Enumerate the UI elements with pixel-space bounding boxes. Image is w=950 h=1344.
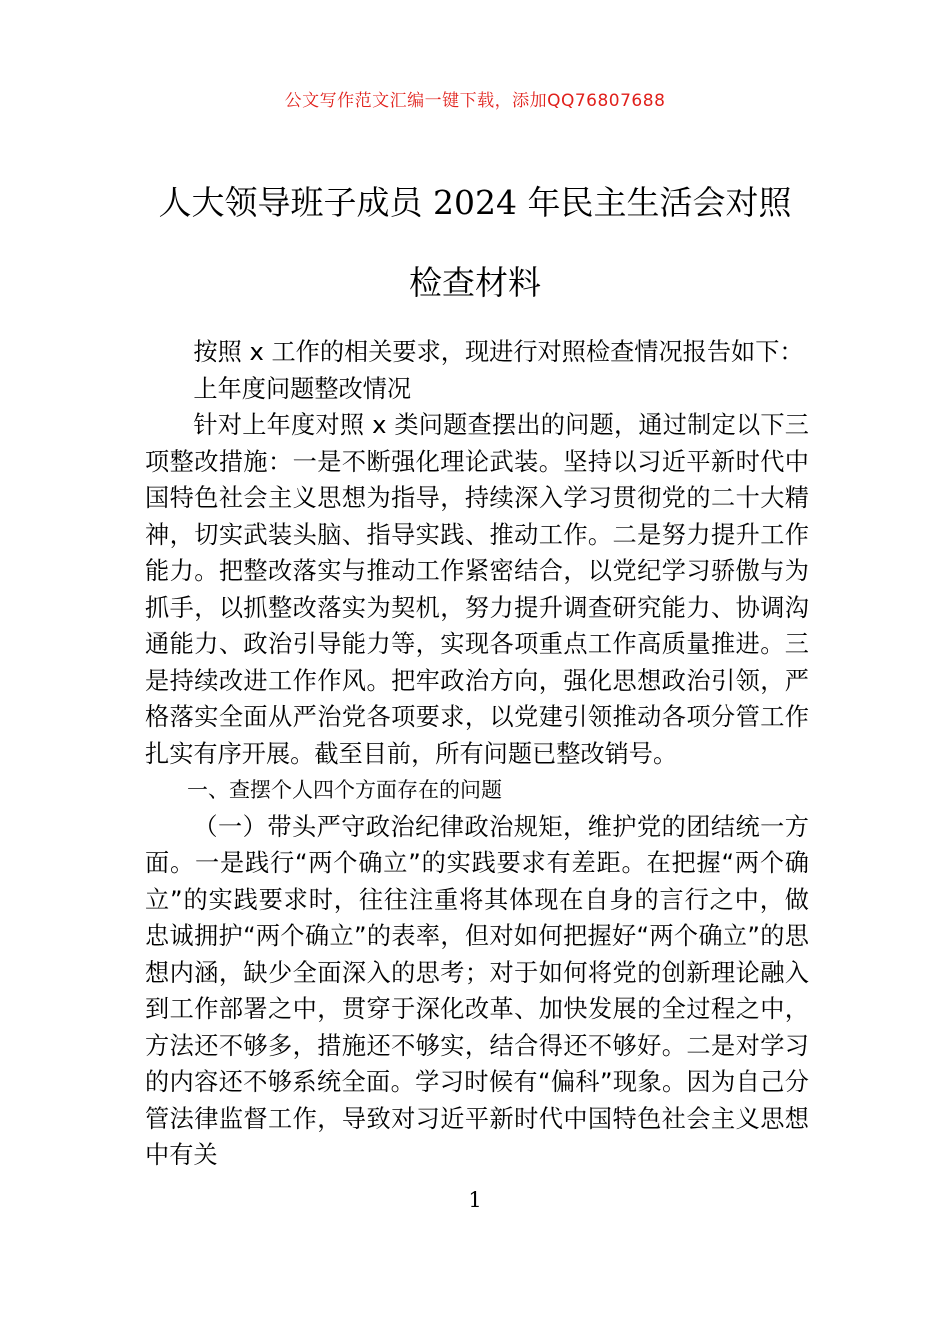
page-number: 1 (468, 1188, 482, 1212)
header-note: 公文写作范文汇编一键下载，添加QQ76807688 (284, 91, 666, 111)
section-subtitle: 上年度问题整改情况 (193, 374, 412, 403)
title-line-2: 检查材料 (409, 263, 541, 302)
problem-paragraph-1: （一）带头严守政治纪律政治规矩，维护党的团结统一方面。一是践行“两个确立”的实践要求有差距。在把握“两个确立”的实践要求时，往往注重将其体现在自身的言行之中，做忠诚拥护“两个确立”的表率，但对如何把握好“两个确立”的思想内涵，缺少全面深入的思考；对于如何将党的创新理论融入到工作部署之中，贯穿于深化改革、加快发展的全过程之中，方法还不够多，措施还不够实，结合得还不够好。二是对学习的内容还不够系统全面。学习时候有“偏科”现象。因为自己分管法律监督工作，导致对习近平新时代中国特色社会主义思想中有关 (145, 812, 809, 1169)
section-heading-1: 一、查摆个人四个方面存在的问题 (187, 778, 502, 802)
intro-paragraph: 按照 x 工作的相关要求，现进行对照检查情况报告如下： (193, 338, 804, 366)
rectification-paragraph: 针对上年度对照 x 类问题查摆出的问题，通过制定以下三项整改措施：一是不断强化理论武装。坚持以习近平新时代中国特色社会主义思想为指导，持续深入学习贯彻党的二十大精神，切实武装头脑、指导实践、推动工作。二是努力提升工作能力。把整改落实与推动工作紧密结合，以党纪学习骄傲与为抓手，以抓整改落实为契机，努力提升调查研究能力、协调沟通能力、政治引导能力等，实现各项重点工作高质量推进。三是持续改进工作作风。把牢政治方向，强化思想政治引领，严格落实全面从严治党各项要求，以党建引领推动各项分管工作扎实有序开展。截至目前，所有问题已整改销号。 (145, 411, 809, 768)
document-title (0, 163, 950, 323)
title-line-1: 人大领导班子成员 2024 年民主生活会对照 (158, 183, 792, 222)
document-body (145, 334, 809, 1174)
